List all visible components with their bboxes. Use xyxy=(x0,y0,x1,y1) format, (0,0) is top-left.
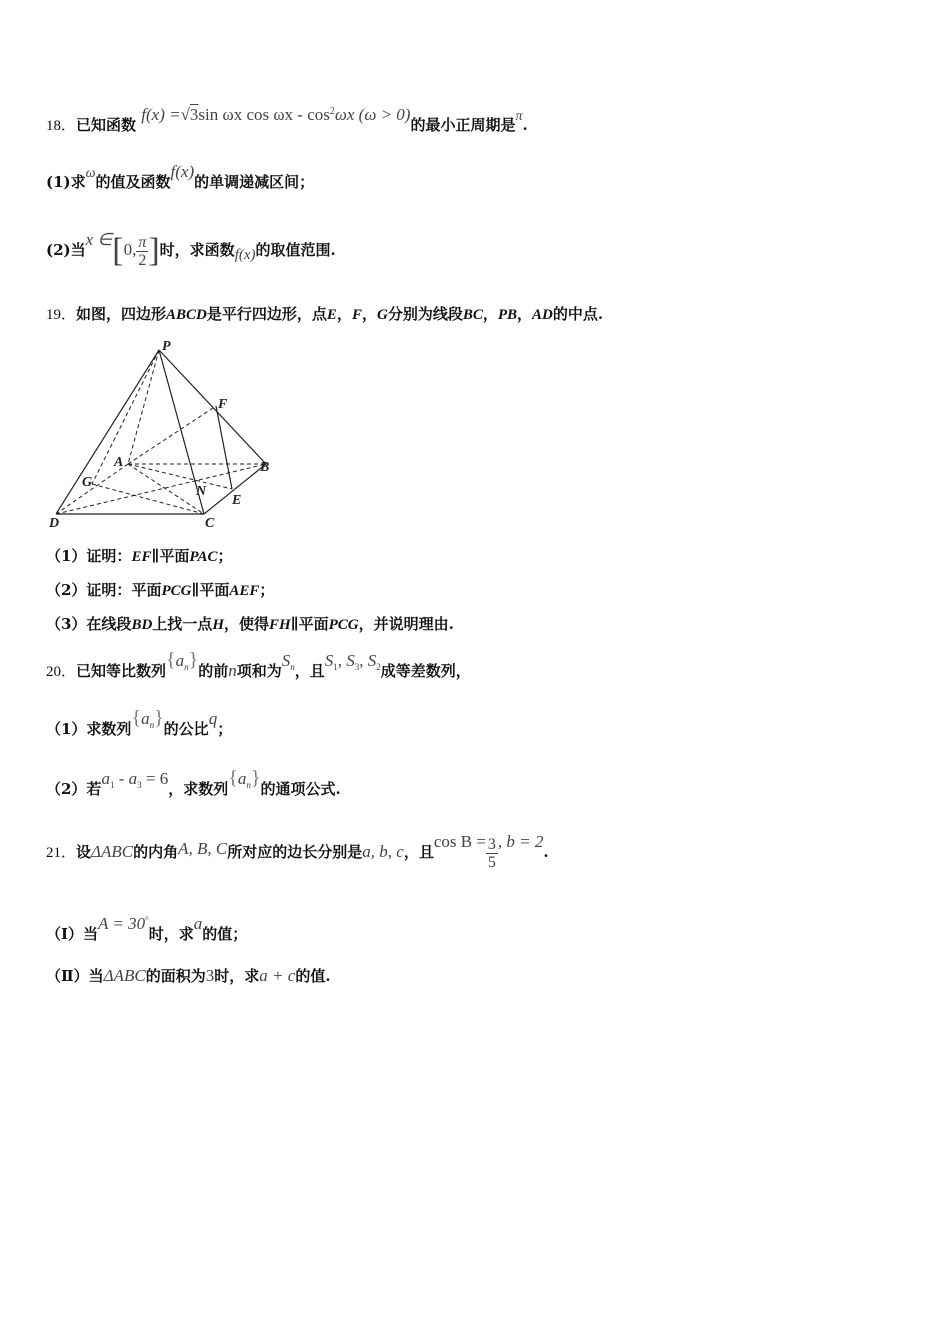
q18-p1-label: (1)求 xyxy=(46,173,86,191)
q20-S: S xyxy=(281,651,291,670)
q21-p2-t2: 时，求 xyxy=(214,967,260,985)
q19-sub2 xyxy=(46,580,274,601)
q18-p1-tail: 的单调递减区间； xyxy=(194,173,315,191)
q20-s2: 2 xyxy=(376,662,381,672)
q21-t2: 的内角 xyxy=(133,843,179,861)
q19-s2-PCG: PCG xyxy=(161,583,192,599)
q20-p1-end: ； xyxy=(217,720,233,738)
q19-AD: AD xyxy=(532,307,553,323)
label-P: P xyxy=(162,339,171,354)
fraction-denominator: 5 xyxy=(487,853,496,871)
q20-sub-n2: n xyxy=(290,662,295,672)
label-F: F xyxy=(218,397,228,412)
q19-c4: ， xyxy=(517,305,533,323)
sqrt-sign: √ xyxy=(180,105,190,124)
q20-p1-a: a xyxy=(141,709,150,728)
q19-G: G xyxy=(376,307,388,323)
q20-s1: 1 xyxy=(333,662,338,672)
three-fifths-fraction xyxy=(486,836,498,871)
q19-sub3 xyxy=(46,614,454,635)
q20-t1: 已知等比数列 xyxy=(76,662,167,680)
sqrt-arg: 3 xyxy=(189,105,199,124)
q20-a1: a xyxy=(101,769,110,788)
q21-a: a xyxy=(193,914,203,933)
q19-s3-par: ∥平面 xyxy=(290,615,329,633)
q19-ABCD: ABCD xyxy=(166,307,207,323)
q18-p1-text: 的值及函数 xyxy=(95,173,171,191)
q20-S1: S xyxy=(324,651,334,670)
q19-s1-PAC: PAC xyxy=(189,549,218,565)
q20-p2-sub-n: n xyxy=(246,780,251,790)
segment-AE xyxy=(128,464,232,489)
q18-pi: π xyxy=(515,109,523,124)
label-C: C xyxy=(205,516,215,531)
q18-part2 xyxy=(46,230,336,271)
q19-c2: ， xyxy=(361,305,377,323)
q18-p2-fx: f(x) xyxy=(234,247,256,263)
q19-s1-par: ∥平面 xyxy=(151,547,190,565)
fraction-numerator: π xyxy=(138,233,147,251)
edge-PD xyxy=(56,350,159,514)
q20-part1 xyxy=(46,707,233,745)
q18-p2-text: 时，求函数 xyxy=(159,241,235,259)
label-A: A xyxy=(114,455,124,470)
q19-s1-end: ； xyxy=(217,547,233,565)
q19-s1-label: （1）证明： xyxy=(46,547,132,565)
q20-minus: - xyxy=(114,769,129,788)
q20-p2-a: a xyxy=(237,769,247,788)
q19-s3-t1: 上找一点 xyxy=(152,615,213,633)
q21-p2-text: 的面积为 xyxy=(145,967,206,985)
q21-stem xyxy=(46,832,549,873)
right-brace: } xyxy=(250,767,261,789)
label-G: G xyxy=(82,475,93,490)
segment-PG xyxy=(92,350,159,484)
q20-p2-tail: 的通项公式. xyxy=(260,780,341,798)
q21-A30: A = 30 xyxy=(98,914,146,933)
q20-a: a xyxy=(175,651,185,670)
q19-sub1 xyxy=(46,546,233,567)
q18-intro: 已知函数 xyxy=(76,116,137,134)
q20-S2: S xyxy=(367,651,377,670)
q19-stem xyxy=(46,304,603,325)
q18-exp2: 2 xyxy=(329,106,335,117)
q20-p1-sub-n: n xyxy=(149,720,155,730)
left-bracket: [ xyxy=(112,232,124,269)
q19-s3-H: H xyxy=(212,617,224,633)
q20-t2: 的前 xyxy=(198,662,229,680)
q18-func-lhs: f(x) = xyxy=(141,105,181,124)
q20-p1-tail: 的公比 xyxy=(163,720,209,738)
q18-func-mid: sin ωx cos ωx - cos xyxy=(198,105,330,124)
q20-i3: 3 xyxy=(137,780,142,790)
q21-t4: ，且 xyxy=(403,843,434,861)
q20-eq6: = 6 xyxy=(141,769,169,788)
q21-part1 xyxy=(46,914,248,944)
q21-three: 3 xyxy=(205,966,215,985)
q20-comma2: , xyxy=(359,651,368,670)
q20-a3: a xyxy=(128,769,138,788)
q18-tail: 的最小正周期是 xyxy=(410,116,516,134)
q18-p2-tail: 的取值范围. xyxy=(255,241,336,259)
q19-c3: ， xyxy=(482,305,498,323)
label-D: D xyxy=(49,516,60,531)
label-B: B xyxy=(260,460,270,475)
q19-s3-label: （3）在线段 xyxy=(46,615,132,633)
q18-func-end: ωx (ω > 0) xyxy=(334,105,411,124)
right-brace: } xyxy=(188,649,199,671)
q20-t3: 项和为 xyxy=(236,662,282,680)
q19-s3-PCG: PCG xyxy=(328,617,359,633)
q21-period: . xyxy=(543,843,549,861)
q21-p1-text: 时，求 xyxy=(148,925,194,943)
q20-sub-n: n xyxy=(184,662,189,672)
segment-GC xyxy=(92,484,204,514)
label-E: E xyxy=(232,493,242,508)
q20-s3: 3 xyxy=(354,662,360,672)
q20-p1-label: （1）求数列 xyxy=(46,720,132,738)
segment-AF xyxy=(128,406,216,464)
q21-t1: 设 xyxy=(76,843,92,861)
fraction-numerator: 3 xyxy=(487,835,496,853)
q21-cos: cos B = xyxy=(433,832,486,851)
q19-t3: 分别为线段 xyxy=(387,305,463,323)
right-bracket: ] xyxy=(148,232,160,269)
q21-triangle2: ΔABC xyxy=(103,966,146,985)
q19-number: 19． xyxy=(46,307,77,323)
q20-comma1: , xyxy=(337,651,347,670)
q19-s2-end: ； xyxy=(259,581,275,599)
q19-BC: BC xyxy=(462,307,483,323)
q19-s3-FH: FH xyxy=(269,617,291,633)
q21-part2 xyxy=(46,966,331,986)
omega-symbol: ω xyxy=(85,166,96,181)
q18-number: 18． xyxy=(46,118,77,134)
q18-stem xyxy=(46,105,528,137)
q19-PB: PB xyxy=(497,307,518,323)
q20-number: 20． xyxy=(46,664,77,680)
q19-t1: 如图，四边形 xyxy=(76,305,167,323)
q19-s2-label: （2）证明：平面 xyxy=(46,581,162,599)
label-N: N xyxy=(196,484,207,499)
fraction-denominator: 2 xyxy=(138,251,147,269)
q21-triangle: ΔABC xyxy=(91,842,134,861)
q21-degree: ° xyxy=(145,915,149,925)
q21-a-plus-c: a + c xyxy=(259,966,296,985)
left-brace: { xyxy=(166,649,176,671)
q21-sides: a, b, c xyxy=(362,842,404,861)
q21-p1-label: （Ⅰ）当 xyxy=(46,925,99,943)
q21-b2: , b = 2 xyxy=(497,832,544,851)
q20-q: q xyxy=(208,709,218,728)
q21-angles: A, B, C xyxy=(178,839,228,858)
q19-s2-AEF: AEF xyxy=(229,583,260,599)
q21-p2-label: （Ⅱ）当 xyxy=(46,967,104,985)
q19-F: F xyxy=(351,307,362,323)
q19-s1-EF: EF xyxy=(131,549,152,565)
left-brace: { xyxy=(131,707,142,729)
q18-p2-label: (2)当 xyxy=(46,241,86,259)
right-brace: } xyxy=(154,707,164,729)
q19-s3-end: ，并说明理由. xyxy=(358,615,454,633)
q20-stem xyxy=(46,649,471,687)
q20-t5: 成等差数列， xyxy=(380,662,471,680)
q18-p2-x: x ∈ xyxy=(85,230,113,249)
q19-s3-t2: ，使得 xyxy=(223,615,269,633)
q21-number: 21． xyxy=(46,845,77,861)
q20-p2-label: （2）若 xyxy=(46,780,102,798)
q19-s3-BD: BD xyxy=(131,617,153,633)
q21-p1-tail: 的值； xyxy=(202,925,248,943)
q20-part2 xyxy=(46,767,341,805)
q18-p1-fx: f(x) xyxy=(170,162,195,181)
q20-S3: S xyxy=(346,651,355,670)
pi-over-2-fraction xyxy=(136,234,148,269)
q20-i1: 1 xyxy=(109,780,115,790)
q18-period: . xyxy=(522,116,528,134)
q19-E: E xyxy=(326,307,337,323)
q19-t2: 是平行四边形，点 xyxy=(206,305,327,323)
pyramid-figure xyxy=(44,334,284,534)
q19-c1: ， xyxy=(336,305,352,323)
q20-t4: ，且 xyxy=(294,662,325,680)
q19-t4: 的中点. xyxy=(552,305,604,323)
q18-part1 xyxy=(46,162,315,194)
q20-n: n xyxy=(228,661,237,680)
q21-p2-tail: 的值. xyxy=(295,967,331,985)
q18-p2-zero: 0, xyxy=(123,240,137,259)
q21-t3: 所对应的边长分别是 xyxy=(227,843,363,861)
q20-p2-text: ，求数列 xyxy=(168,780,229,798)
left-brace: { xyxy=(228,767,238,789)
q19-s2-par: ∥平面 xyxy=(191,581,230,599)
